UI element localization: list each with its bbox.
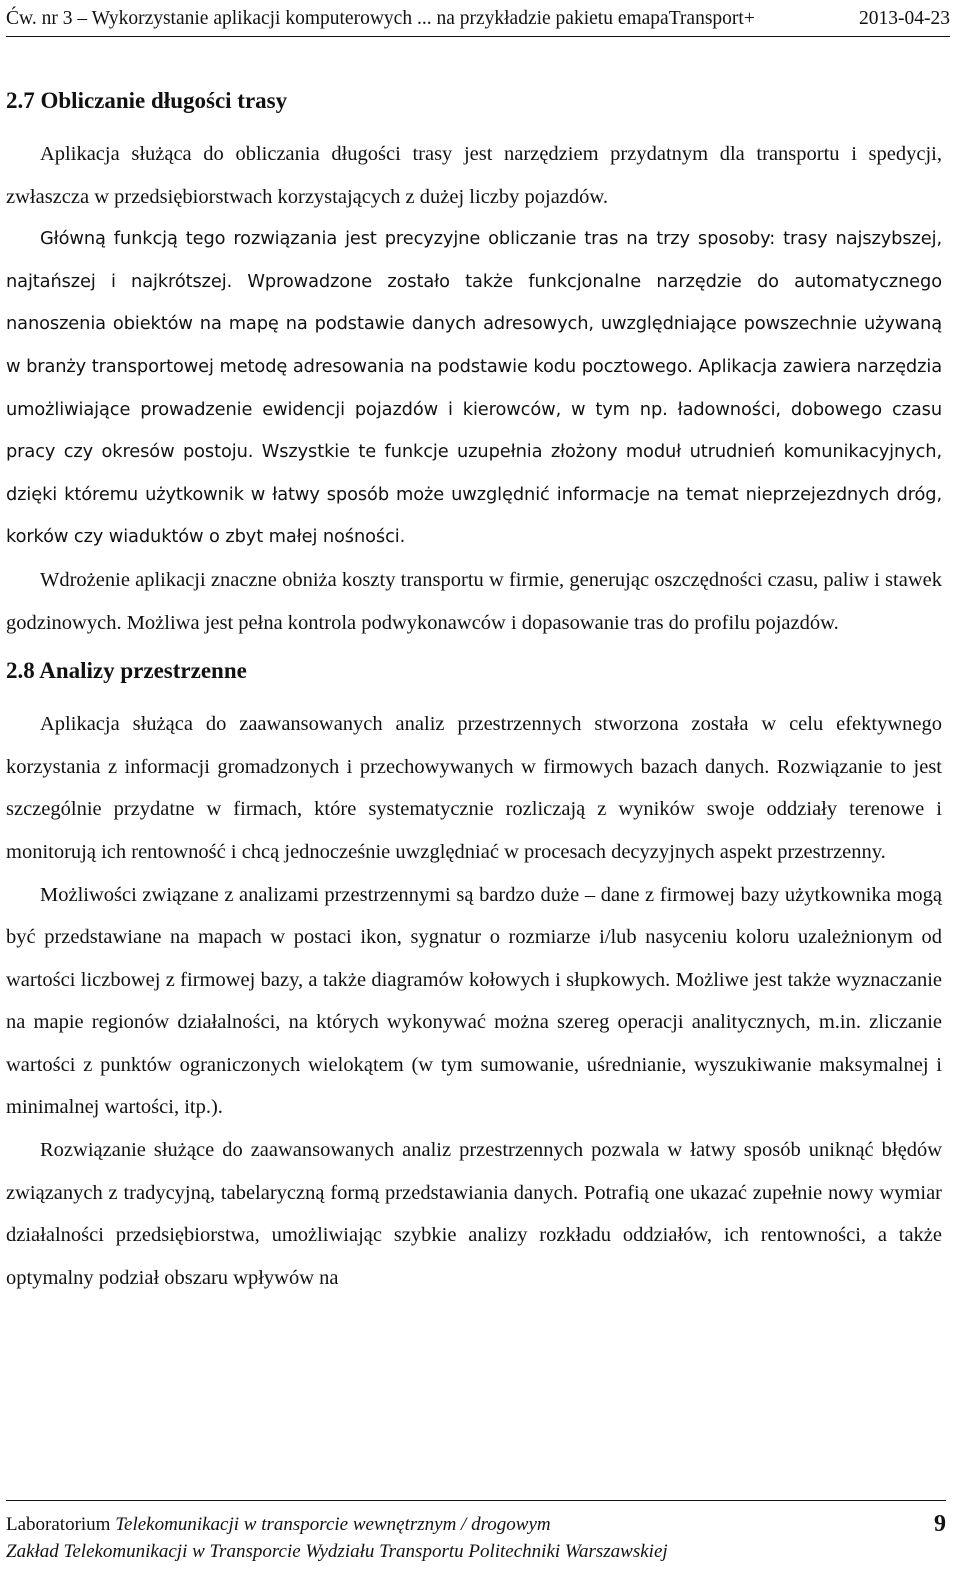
page-footer — [6, 1500, 946, 1565]
footer-lab-prefix: Laboratorium — [6, 1514, 116, 1535]
footer-lab — [6, 1511, 551, 1538]
footer-lab-title: Telekomunikacji w transporcie wewnętrznym / drogowym — [115, 1514, 551, 1535]
header-date: 2013-04-23 — [859, 8, 950, 29]
paragraph: Aplikacja służąca do obliczania długości trasy jest narzędziem przydatnym dla transportu i spedycji, zwłaszcza w przedsiębiorstwach korzystających z dużej liczby pojazdów. — [6, 143, 942, 208]
paragraph: Główną funkcją tego rozwiązania jest precyzyjne obliczanie tras na trzy sposoby: trasy najszybszej, najtańszej i najkrótszej. Wprowadzone zostało także funkcjonalne narzędzie do automatycznego nanoszenia obiektów na mapę na podstawie danych adresowych, uwzględniające powszechnie używaną w branży transportowej metodę adresowania na podstawie kodu pocztowego. Aplikacja zawiera narzędzia umożliwiające prowadzenie ewidencji pojazdów i kierowców, w tym np. ładowności, dobowego czasu pracy czy okresów postoju. Wszystkie te funkcje uzupełnia złożony moduł utrudnień komunikacyjnych, dzięki któremu użytkownik w łatwy sposób może uwzględnić informacje na temat nieprzejezdnych dróg, korków czy wiaduktów o zbyt małej nośności. — [6, 228, 942, 548]
paragraph: Możliwości związane z analizami przestrzennymi są bardzo duże – dane z firmowej bazy użytkownika mogą być przedstawiane na mapach w postaci ikon, sygnatur o rozmiarze i/lub nasyceniu koloru uzależnionym od wartości liczbowej z firmowej bazy, a także diagramów kołowych i słupkowych. Możliwe jest także wyznaczanie na mapie regionów działalności, na których wykonywać można szereg operacji analitycznych, m.in. zliczanie wartości z punktów ograniczonych wielokątem (w tym sumowanie, uśrednianie, wyszukiwanie maksymalnej i minimalnej wartości, itp.). — [6, 883, 942, 1119]
page-number: 9 — [934, 1511, 946, 1537]
paragraph: Rozwiązanie służące do zaawansowanych analiz przestrzennych pozwala w łatwy sposób uniknąć błędów związanych z tradycyjną, tabelaryczną formą przedstawiania danych. Potrafią one ukazać zupełnie nowy wymiar działalności przedsiębiorstwa, umożliwiając szybkie analizy rozkładu oddziałów, ich rentowności, a także optymalny podział obszaru wpływów na — [6, 1139, 942, 1289]
document-body — [6, 80, 942, 1299]
footer-line — [6, 1511, 946, 1538]
header-title: Ćw. nr 3 – Wykorzystanie aplikacji komputerowych ... na przykładzie pakietu emapaTransport+ — [6, 8, 755, 29]
page-header — [6, 6, 950, 37]
paragraph: Aplikacja służąca do zaawansowanych analiz przestrzennych stworzona została w celu efektywnego korzystania z informacji gromadzonych i przechowywanych w firmowych bazach danych. Rozwiązanie to jest szczególnie przydatne w firmach, które systematycznie rozliczają z wyników swoje oddziały terenowe i monitorują ich rentowność i chcą jednocześnie uwzględniać w procesach decyzyjnych aspekt przestrzenny. — [6, 713, 942, 863]
section-heading: 2.8 Analizy przestrzenne — [6, 658, 247, 684]
footer-institution: Zakład Telekomunikacji w Transporcie Wydziału Transportu Politechniki Warszawskiej — [6, 1541, 668, 1562]
paragraph: Wdrożenie aplikacji znaczne obniża koszty transportu w firmie, generując oszczędności czasu, paliw i stawek godzinowych. Możliwa jest pełna kontrola podwykonawców i dopasowanie tras do profilu pojazdów. — [6, 568, 942, 634]
section-heading: 2.7 Obliczanie długości trasy — [6, 88, 288, 113]
